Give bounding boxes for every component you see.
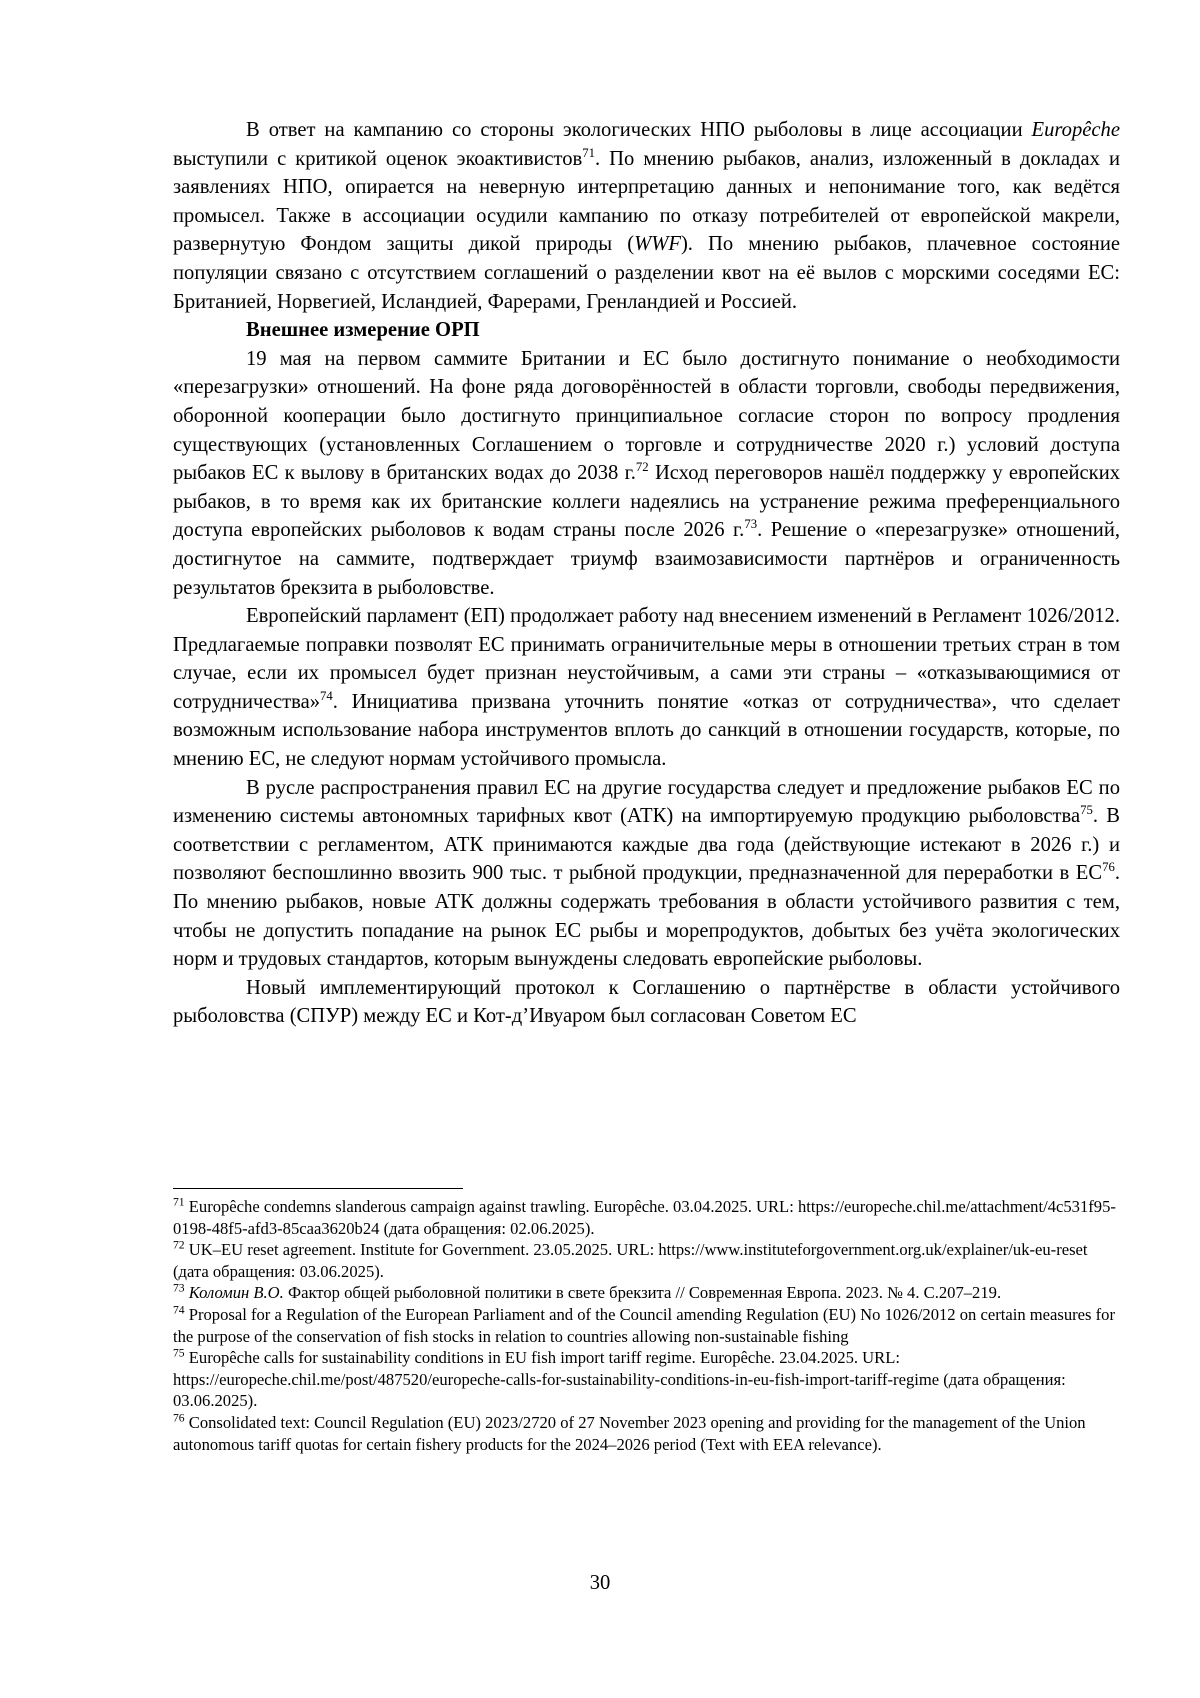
page-number: 30 — [589, 1572, 611, 1594]
section-heading: Внешнее измерение ОРП — [246, 319, 480, 342]
paragraph-european-parliament — [173, 602, 1120, 774]
paragraph-uk-eu-summit — [173, 345, 1120, 602]
footnote-text: Фактор общей рыболовной политики в свете брекзита // Современная Европа. 2023. № 4. С.207–219. — [283, 1283, 1002, 1303]
paragraph-cote-divoire-protocol: Новый имплементирующий протокол к Соглашению о партнёрстве в области устойчивого рыболовства (СПУР) между ЕС и Кот-д’Ивуаром был согласован Советом ЕС — [173, 976, 1120, 1028]
wwf-italic: WWF — [634, 233, 681, 256]
paragraph-europeche-criticism — [173, 116, 1120, 316]
text-run: . Решение о «перезагрузке» отношений, достигнутое на саммите, подтверждает триумф взаимозависимости партнёров и ограниченность результатов брекзита в рыболовстве. — [173, 519, 1120, 599]
text-run: В ответ на кампанию со стороны экологических НПО рыболовы в лице ассоциации — [246, 119, 1032, 141]
text-run: ). По мнению рыбаков, плачевное состояние популяции связано с отсутствием соглашений о разделении квот на её вылов с морскими соседями ЕС: Британией, Норвегией, Исландией, Фарерами, Гренландией и Россией. — [173, 233, 1120, 313]
footnote-number: 76 — [173, 1411, 185, 1425]
footnote-number: 75 — [173, 1346, 185, 1360]
footnote-text: Consolidated text: Council Regulation (EU) 2023/2720 of 27 November 2023 opening and providing for the management of the Union autonomous tariff quotas for certain fishery products for the 2024–2026 period (Text with EEA relevance). — [173, 1412, 1086, 1454]
paragraph-tariff-quotas — [173, 774, 1120, 974]
text-run: . Инициатива призвана уточнить понятие «отказ от сотрудничества», что сделает возможным использование набора инструментов вплоть до санкций в отношении государств, которые, по мнению ЕС, не следуют нормам устойчивого промысла. — [173, 690, 1120, 771]
text-run: Исход переговоров нашёл поддержку у европейских рыбаков, в то время как их британские коллеги надеялись на устранение режима преференциального доступа европейских рыболовов к водам страны после 2026 г. — [173, 462, 1121, 542]
footnote-number: 74 — [173, 1303, 185, 1317]
text-run: . По мнению рыбаков, новые АТК должны содержать требования в области устойчивого развития с тем, чтобы не допустить попадание на рынок ЕС рыбы и морепродуктов, добытых без учёта экологических норм и трудовых стандартов, которым вынуждены следовать европейские рыболовы. — [173, 862, 1120, 971]
europeche-italic: Europêche — [1031, 119, 1120, 141]
footnote-number: 73 — [173, 1281, 185, 1295]
text-run: . В соответствии с регламентом, АТК принимаются каждые два года (действующие истекают в 2026 г.) и позволяют беспошлинно ввозить 900 тыс. т рыбной продукции, предназначенной для переработки в ЕС — [173, 805, 1120, 885]
text-run: 19 мая на первом саммите Британии и ЕС было достигнуто понимание о необходимости «перезагрузки» отношений. На фоне ряда договорённостей в области торговли, свободы передвижения, оборонной кооперации было достигнуто принципиальное согласие сторон по вопросу продления существующих (установленных Соглашением о торговле и сотрудничестве 2020 г.) условий доступа рыбаков ЕС к вылову в британских водах до 2038 г. — [173, 347, 1120, 485]
footnotes — [173, 1196, 1120, 1455]
footnote-ref-76[interactable]: 76 — [1102, 860, 1115, 875]
footnote-ref-74[interactable]: 74 — [320, 689, 333, 704]
footnote-72 — [173, 1239, 1120, 1282]
footnote-ref-75[interactable]: 75 — [1080, 803, 1093, 818]
footnote-number: 72 — [173, 1238, 185, 1252]
footnote-74 — [173, 1304, 1120, 1347]
text-run: Европейский парламент (ЕП) продолжает работу над внесением изменений в Регламент 1026/2012. Предлагаемые поправки позволят ЕС принимать ограничительные меры в отношении третьих стран в том случае, если их промысел будет признан неустойчивым, а сами эти страны – «отказывающимися от сотрудничества» — [173, 605, 1120, 713]
footnote-number: 71 — [173, 1195, 185, 1209]
body-text — [173, 116, 1120, 1031]
footnote-ref-72[interactable]: 72 — [635, 460, 649, 475]
footnote-71 — [173, 1196, 1120, 1239]
footnote-text: Europêche calls for sustainability conditions in EU fish import tariff regime. Europêche. 23.04.2025. URL: https://europeche.chil.me/post/487520/europeche-calls-for-sustainability-conditions-in-eu-fish-import-tariff-regime (дата обращения: 03.06.2025). — [173, 1348, 1066, 1411]
footnote-separator — [173, 1188, 463, 1189]
text-run: . По мнению рыбаков, анализ, изложенный в докладах и заявлениях НПО, опирается на неверную интерпретацию данных и непонимание того, как ведётся промысел. Также в ассоциации осудили кампанию по отказу потребителей от европейской макрели, развернутую Фондом защиты дикой природы ( — [173, 147, 1120, 256]
footnote-ref-71[interactable]: 71 — [582, 145, 596, 160]
text-run: В русле распространения правил ЕС на другие государства следует и предложение рыбаков ЕС по изменению системы автономных тарифных квот (АТК) на импортируемую продукцию рыболовства — [173, 776, 1120, 828]
footnote-73 — [173, 1282, 1120, 1304]
footnote-76 — [173, 1412, 1120, 1455]
footnote-text: Proposal for a Regulation of the European Parliament and of the Council amending Regulation (EU) No 1026/2012 on certain measures for the purpose of the conservation of fish stocks in relation to countries allowing non-sustainable fishing — [173, 1304, 1116, 1346]
footnote-75 — [173, 1347, 1120, 1412]
text-run: выступили с критикой оценок экоактивистов — [173, 147, 583, 170]
footnote-text: UK–EU reset agreement. Institute for Government. 23.05.2025. URL: https://www.instituteforgovernment.org.uk/explainer/uk-eu-reset (дата обращения: 03.06.2025). — [173, 1240, 1088, 1281]
footnote-ref-73[interactable]: 73 — [744, 517, 758, 532]
footnote-author: Коломин В.О. — [184, 1283, 284, 1303]
footnote-text: Europêche condemns slanderous campaign against trawling. Europêche. 03.04.2025. URL: https://europeche.chil.me/attachment/4c531f95-0198-48f5-afd3-85caa3620b24 (дата обращения: 02.06.2025). — [173, 1197, 1116, 1238]
